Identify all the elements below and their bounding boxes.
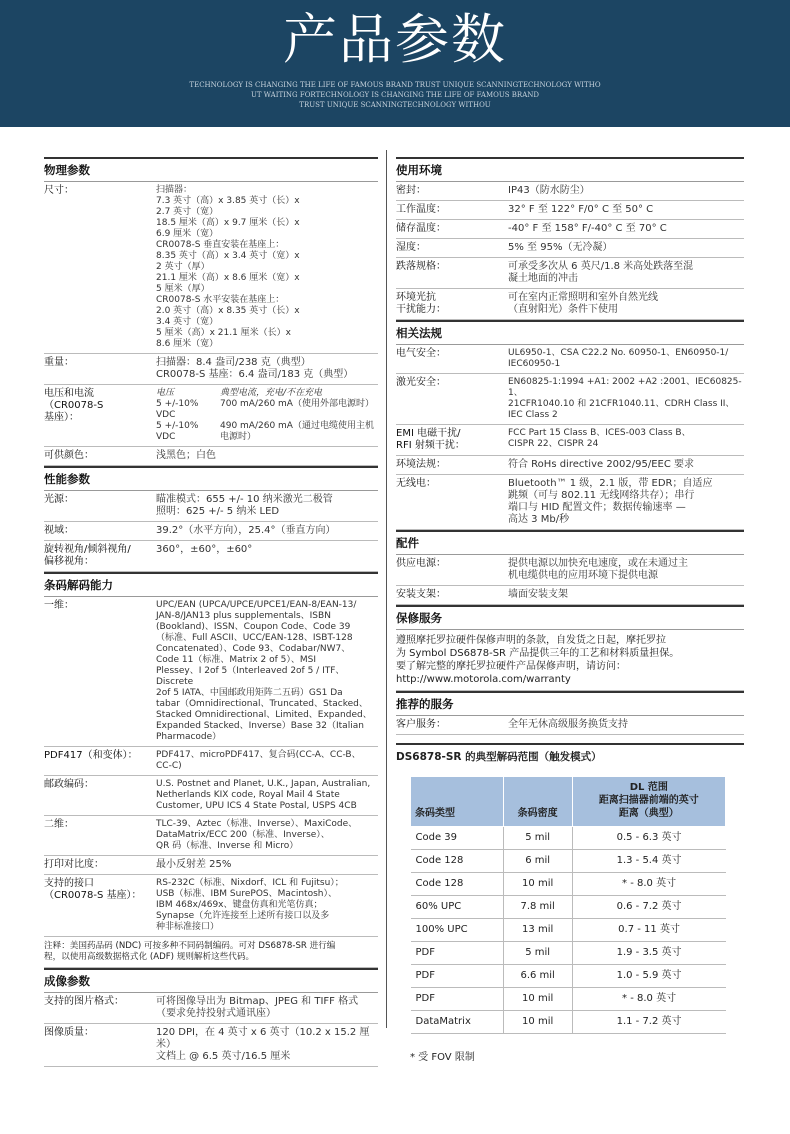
wireless-line: 跳频（可与 802.11 无线网络共存）；串行 (508, 490, 695, 501)
table-row (411, 942, 726, 965)
env-line: 可承受多次从 6 英尺/1.8 米高处跌落至混 (508, 261, 694, 272)
two-d-label: 二维： (44, 819, 74, 830)
size-line: CR0078-S 垂直安装在基座上： (156, 240, 285, 250)
reg-value (508, 428, 744, 452)
warranty-line: 遵照摩托罗拉硬件保修声明的条款，自发货之日起，摩托罗拉 (396, 635, 666, 646)
postal-label: 邮政编码： (44, 779, 94, 790)
contrast-label: 打印对比度： (44, 859, 104, 870)
section-service: 推荐的服务 (396, 691, 744, 716)
iface-label (44, 878, 156, 933)
postal-line: Customer, UPU ICS 4 State Postal, USPS 4CB (156, 801, 357, 811)
size-line: 18.5 厘米（高）x 9.7 厘米（长）x (156, 218, 300, 228)
section-regulatory: 相关法规 (396, 320, 744, 345)
env-value: -40° F 至 158° F/-40° C 至 70° C (508, 223, 667, 234)
one-d-line: Plessey、I 2of 5（Interleaved 2of 5 / ITF、Discrete (156, 666, 345, 687)
cell-type: Code 39 (411, 827, 504, 850)
size-value (156, 185, 378, 350)
row-2d (44, 816, 378, 856)
cell-density: 5 mil (503, 942, 572, 965)
one-d-line: 2of 5 IATA、中国邮政用矩阵二五码）GS1 Da (156, 688, 343, 698)
row-environmental (396, 456, 744, 475)
decode-note (44, 937, 378, 968)
cell-type: PDF (411, 942, 504, 965)
row-operating-temp (396, 201, 744, 220)
warranty-line: 要了解完整的摩托罗拉硬件产品保修声明，请访问： (396, 661, 626, 672)
cell-range: 1.3 - 5.4 英寸 (572, 850, 725, 873)
env-label: 湿度： (396, 242, 426, 253)
pdf-value (156, 750, 378, 772)
table-row (411, 988, 726, 1011)
size-line: 21.1 厘米（高）x 8.6 厘米（宽）x (156, 273, 300, 283)
color-value: 浅黑色；白色 (156, 450, 216, 461)
reg-label (396, 428, 508, 452)
col-type: 条码类型 (411, 777, 504, 827)
iface-line: RS-232C（标准、Nixdorf、ICL 和 Fujitsu）； (156, 878, 344, 888)
quality-label: 图像质量： (44, 1027, 94, 1038)
reg-line: FCC Part 15 Class B、ICES-003 Class B、 (508, 428, 691, 438)
mount-value: 墙面安装支架 (508, 589, 568, 600)
section-accessories: 配件 (396, 530, 744, 555)
source-line: 照明：625 +/- 5 纳米 LED (156, 506, 280, 517)
section-imaging: 成像参数 (44, 968, 378, 993)
row-emi (396, 425, 744, 456)
rotation-value: 360°，±60°，±60° (156, 544, 253, 555)
quality-value (156, 1027, 378, 1063)
size-line: CR0078-S 水平安装在基座上： (156, 295, 285, 305)
row-color (44, 447, 378, 466)
row-light-source (44, 491, 378, 522)
range-footnote: * 受 FOV 限制 (410, 1052, 475, 1063)
col-distance-line: 距离扫描器前端的英寸 (598, 795, 699, 806)
cell-type: PDF (411, 988, 504, 1011)
cell-density: 10 mil (503, 988, 572, 1011)
warranty-link[interactable]: http://www.motorola.com/warranty (396, 674, 571, 685)
power-label-line: （CR0078-S (44, 400, 104, 411)
power-label (44, 388, 156, 443)
range-header-row (411, 777, 726, 827)
section-performance: 性能参数 (44, 466, 378, 491)
table-row (411, 850, 726, 873)
row-power (44, 385, 378, 447)
size-line: 扫描器： (156, 185, 193, 195)
reg-label: 环境法规： (396, 459, 446, 470)
row-size (44, 182, 378, 354)
cell-type: 100% UPC (411, 919, 504, 942)
range-table (410, 776, 726, 1034)
power-voltage: 5 +/-10% VDC (156, 399, 199, 420)
warranty-line: 为 Symbol DS6878-SR 产品提供三年的工艺和材料质量担保。 (396, 648, 680, 659)
warranty-text (396, 630, 744, 691)
two-d-value (156, 819, 378, 852)
row-drop (396, 258, 744, 289)
one-d-label: 一维： (44, 600, 74, 611)
power-label-line: 电压和电流 (44, 388, 94, 399)
page-title: 产品参数 (283, 8, 507, 71)
weight-line: 扫描器：8.4 盎司/238 克（典型） (156, 357, 311, 368)
env-label: 跌落规格： (396, 261, 446, 272)
cell-range: 0.6 - 7.2 英寸 (572, 896, 725, 919)
format-line: （要求免持投射式通讯座） (156, 1008, 276, 1019)
cell-density: 6 mil (503, 850, 572, 873)
row-wireless (396, 475, 744, 530)
light-line: （直射阳光）条件下使用 (508, 304, 618, 315)
row-view (44, 522, 378, 541)
wireless-line: 端口与 HID 配置文件；数据传输速率 — (508, 502, 686, 513)
row-1d (44, 597, 378, 747)
iface-label-line: 支持的接口 (44, 878, 94, 889)
wireless-value (508, 478, 744, 526)
size-line: 8.35 英寸（高）x 3.4 英寸（宽）x (156, 251, 300, 261)
source-line: 瞄准模式：655 +/- 10 纳米激光二极管 (156, 494, 333, 505)
banner-subtitle (150, 80, 640, 110)
one-d-line: tabar（Omnidirectional、Truncated、Stacked、 (156, 699, 368, 709)
row-postal (44, 776, 378, 816)
wireless-label: 无线电： (396, 478, 436, 489)
section-warranty: 保修服务 (396, 605, 744, 630)
table-row (411, 873, 726, 896)
reg-line: CISPR 22、CISPR 24 (508, 439, 599, 449)
power-current: 490 mA/260 mA（通过电缆使用主机电源时） (220, 421, 374, 442)
env-line: 凝土地面的冲击 (508, 273, 578, 284)
range-title: DS6878-SR 的典型解码范围（触发模式） (396, 743, 744, 768)
size-line: 2 英寸（厚） (156, 262, 210, 272)
contrast-value: 最小反射差 25% (156, 859, 232, 870)
env-label: 储存温度： (396, 223, 446, 234)
reg-label: 激光安全： (396, 377, 446, 388)
one-d-line: Code 11（标准、Matrix 2 of 5）、MSI (156, 655, 317, 665)
power-label-line: 基座）： (44, 412, 79, 423)
row-pdf417 (44, 747, 378, 776)
size-line: 2.7 英寸（宽） (156, 207, 219, 217)
env-value: 5% 至 95%（无冷凝） (508, 242, 613, 253)
one-d-value (156, 600, 378, 743)
power-current: 700 mA/260 mA（使用外部电源时） (220, 399, 374, 409)
size-label: 尺寸： (44, 185, 74, 196)
row-rotation (44, 541, 378, 572)
iface-value (156, 878, 378, 933)
light-label-line: 干扰能力： (396, 304, 446, 315)
table-row (411, 965, 726, 988)
reg-value (508, 348, 744, 370)
pdf-line: PDF417、microPDF417、复合码(CC-A、CC-B、 (156, 750, 361, 760)
row-image-quality (44, 1024, 378, 1067)
quality-line: 120 DPI，在 4 英寸 x 6 英寸（10.2 x 15.2 厘米） (156, 1027, 370, 1050)
env-value (508, 261, 744, 285)
table-row (411, 896, 726, 919)
mount-label: 安装支架： (396, 589, 446, 600)
row-sealing (396, 182, 744, 201)
subtitle-line: UT WAITING FORTECHNOLOGY IS CHANGING THE LIFE OF FAMOUS BRAND (251, 91, 539, 99)
iface-label-line: （CR0078-S 基座）： (44, 890, 142, 901)
cell-type: Code 128 (411, 850, 504, 873)
reg-value: 符合 RoHs directive 2002/95/EEC 要求 (508, 459, 695, 470)
format-line: 可将图像导出为 Bitmap、JPEG 和 TIFF 格式 (156, 996, 359, 1007)
cell-range: 1.9 - 3.5 英寸 (572, 942, 725, 965)
env-value: IP43（防水防尘） (508, 185, 590, 196)
one-d-line: Stacked Omnidirectional、Limited、Expanded、 (156, 710, 372, 720)
note-line: 程，以使用高级数据格式化 (ADF) 规则解析这些代码。 (44, 952, 255, 962)
iface-line: 种非标准接口） (156, 922, 220, 932)
size-line: 8.6 厘米（宽） (156, 339, 219, 349)
table-row (411, 1011, 726, 1034)
env-label: 密封： (396, 185, 426, 196)
reg-label-line: RFI 射频干扰： (396, 440, 465, 451)
row-interfaces (44, 875, 378, 937)
cell-range: 0.5 - 6.3 英寸 (572, 827, 725, 850)
iface-line: IBM 468x/469x、键盘仿真和光笔仿真； (156, 900, 323, 910)
reg-line: EN60825-1:1994 +A1: 2002 +A2 :2001、IEC60825-1、 (508, 377, 742, 398)
row-mount (396, 586, 744, 605)
wireless-line: 高达 3 Mb/秒 (508, 514, 570, 525)
quality-line: 文档上 @ 6.5 英寸/16.5 厘米 (156, 1051, 291, 1062)
size-line: 6.9 厘米（宽） (156, 229, 219, 239)
row-contrast (44, 856, 378, 875)
light-label-line: 环境光抗 (396, 292, 436, 303)
cell-type: DataMatrix (411, 1011, 504, 1034)
one-d-line: JAN-8/JAN13 plus supplementals、ISBN (156, 611, 331, 621)
size-line: 2.0 英寸（高）x 8.35 英寸（长）x (156, 306, 300, 316)
format-value (156, 996, 378, 1020)
table-row (411, 827, 726, 850)
light-label (396, 292, 508, 316)
env-label: 工作温度： (396, 204, 446, 215)
two-d-line: DataMatrix/ECC 200（标准、Inverse）、 (156, 830, 330, 840)
postal-value (156, 779, 378, 812)
format-label: 支持的图片格式： (44, 996, 124, 1007)
row-electrical-safety (396, 345, 744, 374)
row-weight (44, 354, 378, 385)
cell-density: 10 mil (503, 1011, 572, 1034)
cell-density: 13 mil (503, 919, 572, 942)
rotation-label-line: 旋转视角/倾斜视角/ (44, 544, 131, 555)
power-voltage: 5 +/-10% VDC (156, 421, 199, 442)
column-divider (386, 150, 387, 1028)
row-ambient-light (396, 289, 744, 320)
reg-value (508, 377, 744, 421)
reg-line: UL6950-1、CSA C22.2 No. 60950-1、EN60950-1/ (508, 348, 729, 358)
rotation-label-line: 偏移视角： (44, 556, 94, 567)
col-distance-line: DL 范围 (629, 782, 668, 793)
reg-line: 21CFR1040.10 和 21CFR1040.11、CDRH Class II、 (508, 399, 735, 409)
col-distance (572, 777, 725, 827)
table-row (411, 919, 726, 942)
cell-range: * - 8.0 英寸 (572, 873, 725, 896)
row-customer-service (396, 716, 744, 735)
cell-density: 6.6 mil (503, 965, 572, 988)
left-column (44, 157, 378, 1067)
size-line: 5 厘米（高）x 21.1 厘米（长）x (156, 328, 292, 338)
subtitle-line: TRUST UNIQUE SCANNINGTECHNOLOGY WITHOU (299, 101, 491, 109)
size-line: 3.4 英寸（宽） (156, 317, 219, 327)
pdf-line: CC-C) (156, 761, 182, 771)
weight-value (156, 357, 378, 381)
postal-line: U.S. Postnet and Planet, U.K., Japan, Australian, (156, 779, 371, 789)
cell-density: 7.8 mil (503, 896, 572, 919)
view-label: 视域： (44, 525, 74, 536)
one-d-line: UPC/EAN (UPCA/UPCE/UPCE1/EAN-8/EAN-13/ (156, 600, 357, 610)
source-value (156, 494, 378, 518)
cell-density: 10 mil (503, 873, 572, 896)
size-line: 5 厘米（厚） (156, 284, 210, 294)
row-image-format (44, 993, 378, 1024)
cell-type: PDF (411, 965, 504, 988)
header-banner (0, 0, 790, 127)
env-value: 32° F 至 122° F/0° C 至 50° C (508, 204, 654, 215)
power-head-current: 典型电流，充电/不在充电 (220, 388, 323, 398)
power-head-voltage: 电压 (156, 388, 175, 398)
iface-line: USB（标准、IBM SurePOS、Macintosh）、 (156, 889, 337, 899)
reg-label-line: EMI 电磁干扰/ (396, 428, 461, 439)
row-power-supply (396, 555, 744, 586)
wireless-line: Bluetooth™ 1 级，2.1 版，带 EDR；自适应 (508, 478, 713, 489)
acc-power-label: 供应电源： (396, 558, 446, 569)
col-distance-line: 距离（典型） (618, 808, 679, 819)
two-d-line: TLC-39、Aztec（标准、Inverse）、MaxiCode、 (156, 819, 358, 829)
section-physical: 物理参数 (44, 157, 378, 182)
one-d-line: Concatenated）、Code 93、Codabar/NW7、 (156, 644, 351, 654)
col-density: 条码密度 (503, 777, 572, 827)
row-humidity (396, 239, 744, 258)
view-value: 39.2°（水平方向），25.4°（垂直方向） (156, 525, 336, 536)
weight-label: 重量： (44, 357, 74, 368)
section-decode: 条码解码能力 (44, 572, 378, 597)
note-line: 注释：美国药品码 (NDC) 可按多种不同码制编码。可对 DS6878-SR 进行编 (44, 941, 336, 951)
pdf-label: PDF417（和变体）： (44, 750, 138, 761)
light-line: 可在室内正常照明和室外自然光线 (508, 292, 658, 303)
subtitle-line: TECHNOLOGY IS CHANGING THE LIFE OF FAMOUS BRAND TRUST UNIQUE SCANNINGTECHNOLOGY WITHO (189, 81, 601, 89)
one-d-line: Expanded Stacked、Inverse）Base 32（Italian (156, 721, 364, 731)
right-column (396, 157, 744, 1063)
one-d-line: (Bookland)、ISSN、Coupon Code、Code 39 (156, 622, 351, 632)
service-value: 全年无休高级服务换货支持 (508, 719, 628, 730)
cell-range: 1.0 - 5.9 英寸 (572, 965, 725, 988)
color-label: 可供颜色： (44, 450, 94, 461)
acc-power-line: 提供电源以加快充电速度，或在未通过主 (508, 558, 688, 569)
reg-line: IEC Class 2 (508, 410, 558, 420)
acc-power-value (508, 558, 744, 582)
source-label: 光源： (44, 494, 74, 505)
iface-line: Synapse（允许连接至上述所有接口以及多 (156, 911, 330, 921)
acc-power-line: 机电缆供电的应用环境下提供电源 (508, 570, 658, 581)
size-line: 7.3 英寸（高）x 3.85 英寸（长）x (156, 196, 300, 206)
reg-label: 电气安全： (396, 348, 446, 359)
cell-type: Code 128 (411, 873, 504, 896)
weight-line: CR0078-S 基座：6.4 盎司/183 克（典型） (156, 369, 354, 380)
row-laser-safety (396, 374, 744, 425)
cell-range: * - 8.0 英寸 (572, 988, 725, 1011)
row-storage-temp (396, 220, 744, 239)
one-d-line: Pharmacode） (156, 732, 222, 742)
reg-line: IEC60950-1 (508, 359, 561, 369)
light-value (508, 292, 744, 316)
service-label: 客户服务： (396, 719, 446, 730)
two-d-line: QR 码（标准、Inverse 和 Micro） (156, 841, 299, 851)
cell-density: 5 mil (503, 827, 572, 850)
power-table (156, 388, 378, 443)
rotation-label (44, 544, 156, 568)
one-d-line: （标准、Full ASCII、UCC/EAN-128、ISBT-128 (156, 633, 353, 643)
postal-line: Netherlands KIX code, Royal Mail 4 State (156, 790, 340, 800)
cell-range: 0.7 - 11 英寸 (572, 919, 725, 942)
cell-type: 60% UPC (411, 896, 504, 919)
section-environment: 使用环境 (396, 157, 744, 182)
cell-range: 1.1 - 7.2 英寸 (572, 1011, 725, 1034)
